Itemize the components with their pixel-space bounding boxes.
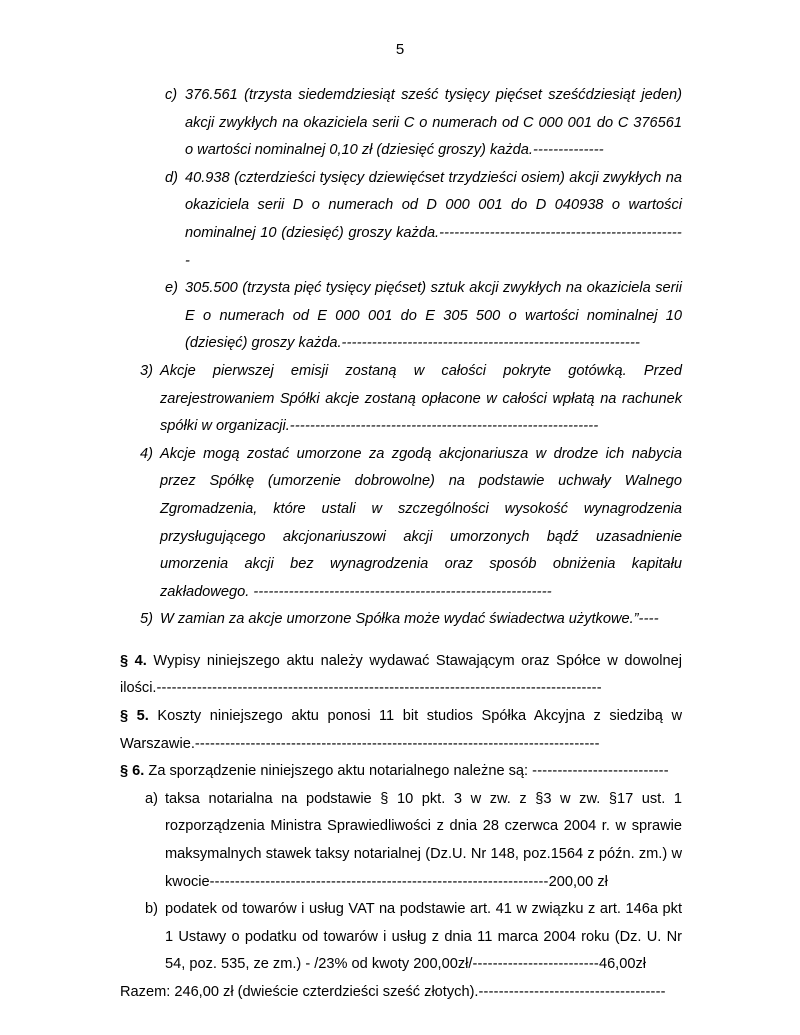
statute-item-4-marker: 4) (140, 445, 153, 462)
statute-item-3-marker: 3) (140, 362, 153, 379)
document-body (120, 82, 682, 1007)
statute-item-3-text: Akcje pierwszej emisji zostaną w całości pokryte gotówką. Przed zarejestrowaniem Spółki akcje zostaną opłacone w całości wpłatą na rachunek spółki w organizacji. (160, 362, 682, 435)
cost-item-b-text: podatek od towarów i usług VAT na podstawie art. 41 w związku z art. 146a pkt 1 Ustawy o podatku od towarów i usług z dnia 11 marca 2004 roku (Dz. U. Nr 54, poz. 535, ze zm.) - /23% od kwoty 200,00zł/ (165, 901, 682, 973)
statute-item-5-text: W zamian za akcje umorzone Spółka może wydać świadectwa użytkowe.” (160, 611, 639, 628)
cost-item-a-amount: 200,00 zł (548, 873, 608, 890)
section-par-6 (120, 758, 682, 786)
section-par-5 (120, 703, 682, 758)
statute-item-d-text: 40.938 (czterdzieści tysięcy dziewięćset trzydzieści osiem) akcji zwykłych na okaziciela serii D o numerach od D 000 001 do D 040938 o wartości nominalnej 10 (dziesięć) groszy każda. (185, 169, 682, 241)
section-par-6-filler: --------------------------- (532, 763, 669, 780)
cost-item-b-amount: 46,00zł (598, 956, 647, 973)
section-par-4-text: Wypisy niniejszego aktu należy wydawać Stawającym oraz Spółce w dowolnej ilości. (120, 652, 683, 697)
section-par-4-label: § 4. (120, 652, 147, 669)
statute-item-e-filler: ----------------------------------------------------------- (341, 335, 641, 352)
statute-item-d-filler: ------------------------------------------------- (185, 224, 682, 269)
cost-total-filler: ------------------------------------- (478, 984, 666, 1000)
statute-item-4 (120, 441, 682, 607)
statute-item-e-marker: e) (165, 280, 178, 297)
statute-item-3-filler: ------------------------------------------------------------- (289, 418, 599, 435)
section-par-6-label: § 6. (120, 763, 145, 780)
section-par-5-text: Koszty niniejszego aktu ponosi 11 bit studios Spółka Akcyjna z siedzibą w Warszawie. (120, 708, 682, 752)
cost-item-a (120, 786, 682, 896)
cost-item-a-text: taksa notarialna na podstawie § 10 pkt. 3 w zw. z §3 w zw. §17 ust. 1 rozporządzenia Ministra Sprawiedliwości z dnia 28 czerwca 2004 r. w sprawie maksymalnych stawek taksy notarialnej (Dz.U. Nr 148, poz.1564 z późn. zm.) w kwocie (165, 790, 682, 890)
section-par-4-filler: ---------------------------------------------------------------------------------------- (156, 680, 602, 697)
cost-item-b-marker: b) (145, 901, 158, 918)
section-spacer (120, 634, 682, 648)
statute-item-d-marker: d) (165, 169, 178, 186)
statute-item-c-filler: -------------- (532, 142, 604, 159)
statute-item-5-marker: 5) (140, 611, 153, 628)
section-par-6-text: Za sporządzenie niniejszego aktu notarialnego należne są: (144, 763, 533, 780)
statute-item-c (120, 82, 682, 165)
cost-total (120, 979, 682, 1007)
cost-item-b-filler: ------------------------- (472, 956, 599, 973)
cost-item-a-marker: a) (145, 790, 158, 807)
statute-item-d (120, 165, 682, 275)
statute-item-c-marker: c) (165, 87, 178, 103)
statute-item-5-filler: ---- (638, 611, 659, 628)
statute-item-5 (120, 606, 682, 634)
cost-item-a-filler: ------------------------------------------------------------------- (209, 873, 549, 890)
page-number: 5 (395, 41, 405, 58)
section-par-4 (120, 648, 682, 703)
section-par-5-label: § 5. (120, 708, 149, 725)
statute-item-3 (120, 358, 682, 441)
statute-item-e-text: 305.500 (trzysta pięć tysięcy pięćset) sztuk akcji zwykłych na okaziciela serii E o numerach od E 000 001 do E 305 500 o wartości nominalnej 10 (dziesięć) groszy każda. (185, 280, 682, 352)
statute-item-4-text: Akcje mogą zostać umorzone za zgodą akcjonariusza w drodze ich nabycia przez Spółkę (umorzenie dobrowolne) na podstawie uchwały Walnego Zgromadzenia, które ustali w szczególności wysokość wynagrodzenia przysługującego akcjonariuszowi akcji umorzonych bądź uzasadnienie umorzenia akcji bez wynagrodzenia oraz sposób obniżenia kapitału zakładowego. (160, 445, 682, 600)
cost-total-text: Razem: 246,00 zł (dwieście czterdzieści sześć złotych). (120, 984, 479, 1000)
section-par-5-filler: -------------------------------------------------------------------------------- (194, 735, 600, 752)
statute-item-4-filler: ----------------------------------------------------------- (253, 583, 552, 600)
statute-item-e (120, 275, 682, 358)
cost-item-b (120, 896, 682, 979)
statute-item-c-text: 376.561 (trzysta siedemdziesiąt sześć tysięcy pięćset sześćdziesiąt jeden) akcji zwykłych na okaziciela serii C o numerach od C 000 001 do C 376561 o wartości nominalnej 0,10 zł (dziesięć groszy) każda. (185, 87, 682, 159)
